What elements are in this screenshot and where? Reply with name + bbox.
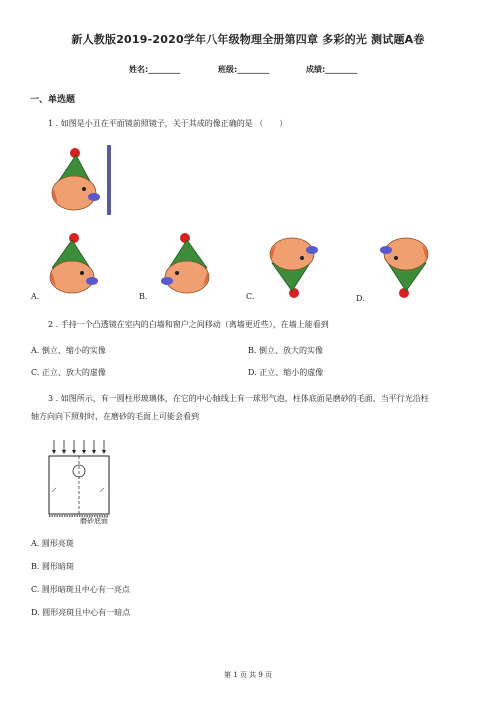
score-field[interactable]: [306, 64, 357, 75]
name-blank: ________: [148, 65, 181, 74]
q3-option-c[interactable]: C. 圆形暗斑且中心有一亮点: [31, 585, 130, 594]
q3-option-d[interactable]: D. 圆形亮斑且中心有一暗点: [31, 608, 131, 617]
question-2-text: 2 . 手持一个凸透镜在室内的白墙和窗户之间移动（离墙更近些），在墙上能看到: [48, 320, 329, 329]
q2-option-a[interactable]: A. 倒立、缩小的实像: [31, 346, 106, 355]
q1-option-d-label[interactable]: D.: [356, 294, 365, 303]
light-rays-icon: [52, 440, 106, 454]
q1-option-a-label[interactable]: A.: [31, 292, 40, 301]
class-field[interactable]: [218, 64, 269, 75]
q1-option-b-label[interactable]: B.: [139, 292, 148, 301]
question-3-text-line1: 3 . 如图所示，有一圆柱形玻璃体，在它的中心轴线上有一球形气泡，柱体底面是磨砂的毛面，当平行光沿柱: [48, 394, 429, 403]
class-blank: ________: [237, 65, 270, 74]
q2-option-b[interactable]: B. 倒立、放大的实像: [248, 346, 323, 355]
clown-icon: [161, 233, 209, 293]
question-3-text-line2: 轴方向向下照射时，在磨砂的毛面上可能会看到: [31, 412, 199, 421]
mirror-icon: [107, 145, 111, 215]
q3-option-a[interactable]: A. 圆形亮斑: [31, 539, 74, 548]
clown-icon: [380, 238, 428, 298]
q3-option-b[interactable]: B. 圆形暗斑: [31, 562, 74, 571]
class-label: 班级:: [218, 65, 238, 74]
q1-option-d-image[interactable]: [366, 236, 436, 301]
clown-mirror-figure: [40, 145, 120, 215]
page-footer: 第 1 页 共 9 页: [223, 671, 273, 679]
score-label: 成绩:: [306, 65, 326, 74]
clown-icon: [50, 233, 98, 293]
clown-icon: [270, 238, 318, 298]
question-1-text: 1 . 如图是小丑在平面镜前照镜子，关于其成的像正确的是 （ ）: [48, 119, 288, 128]
q2-option-c[interactable]: C. 正立、放大的虚像: [31, 368, 106, 377]
clown-icon: [52, 148, 100, 210]
q1-option-a-image[interactable]: [42, 230, 112, 295]
figure-label-frosted-bottom: 磨砂底面: [80, 517, 108, 525]
name-label: 姓名:: [129, 65, 149, 74]
section-heading-single-choice: 一、单选题: [30, 95, 76, 105]
glass-cylinder-figure: [40, 438, 120, 528]
q1-option-c-image[interactable]: [262, 236, 332, 301]
score-blank: ________: [325, 65, 358, 74]
q1-option-b-image[interactable]: [147, 230, 217, 295]
name-field[interactable]: [129, 64, 180, 75]
page-title: 新人教版2019-2020学年八年级物理全册第四章 多彩的光 测试题A卷: [71, 33, 425, 46]
q1-option-c-label[interactable]: C.: [246, 292, 255, 301]
q2-option-d[interactable]: D. 正立、缩小的虚像: [248, 368, 324, 377]
